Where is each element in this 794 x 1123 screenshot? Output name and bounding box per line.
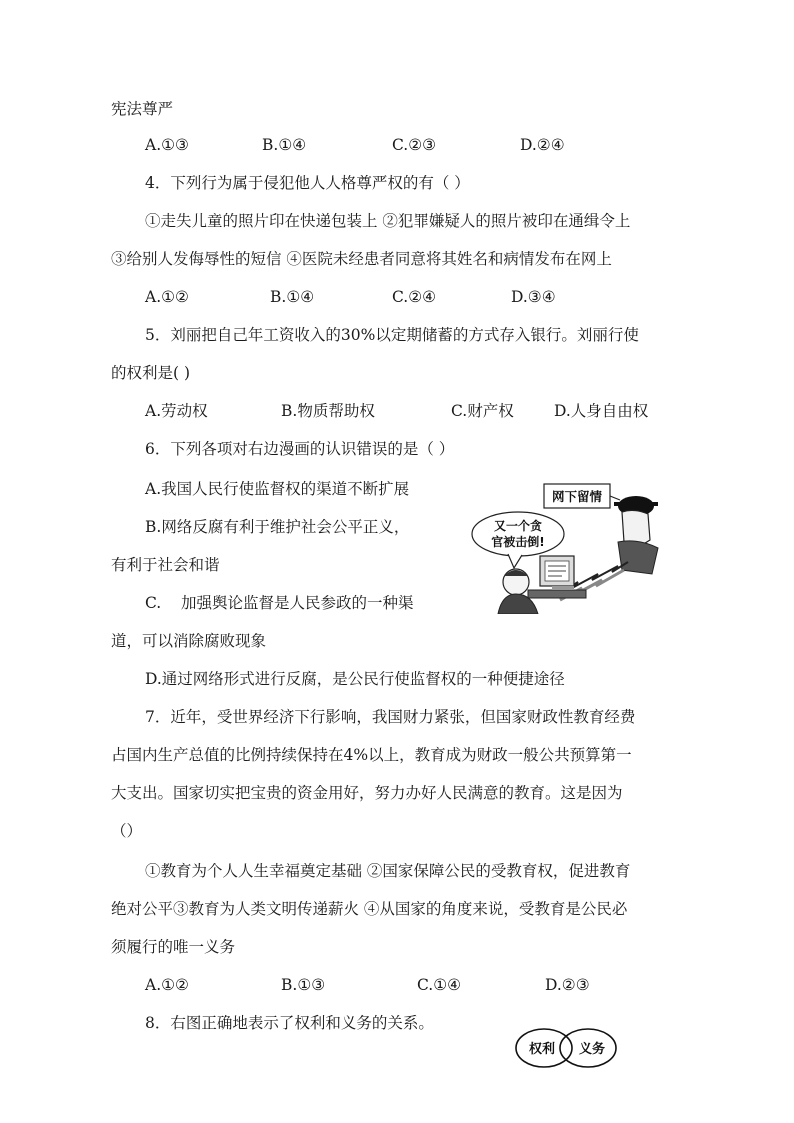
q6-option-a: A.我国人民行使监督权的渠道不断扩展 <box>145 480 410 498</box>
q3-option-a: A.①③ <box>145 136 189 154</box>
q7-stem-line4: （） <box>111 822 143 840</box>
q7-stem-line1: 7．近年，受世界经济下行影响，我国财力紧张，但国家财政性教育经费 <box>145 708 636 726</box>
cartoon-official-face <box>622 510 650 545</box>
q4-stem: 4．下列行为属于侵犯他人人格尊严权的有（ ） <box>145 174 470 192</box>
q6-stem: 6．下列各项对右边漫画的认识错误的是（ ） <box>145 440 455 458</box>
venn-right-label: 义务 <box>578 1042 606 1057</box>
q5-stem-line2: 的权利是( ) <box>111 364 191 382</box>
cartoon-sign-pointer <box>610 496 620 500</box>
q4-items-line2: ③给别人发侮辱性的短信 ④医院未经患者同意将其姓名和病情发布在网上 <box>111 250 612 268</box>
q8-stem: 8．右图正确地表示了权利和义务的关系。 <box>145 1014 434 1032</box>
cartoon-desk <box>528 590 586 598</box>
q6-option-b-line1: B.网络反腐有利于维护社会公平正义， <box>145 518 410 536</box>
q3-option-c: C.②③ <box>392 136 437 154</box>
q6-option-c-line2: 道，可以消除腐败现象 <box>111 632 267 650</box>
q5-option-c: C.财产权 <box>451 402 514 420</box>
q4-items-line1: ①走失儿童的照片印在快递包装上 ②犯罪嫌疑人的照片被印在通缉令上 <box>145 212 631 230</box>
q4-option-a: A.①② <box>145 288 189 306</box>
q5-option-a: A.劳动权 <box>145 402 208 420</box>
q5-stem-line1: 5．刘丽把自己年工资收入的30%以定期储蓄的方式存入银行。刘丽行使 <box>145 326 639 344</box>
q7-stem-line2: 占国内生产总值的比例持续保持在4%以上，教育成为财政一般公共预算第一 <box>111 746 632 764</box>
q4-option-c: C.②④ <box>392 288 437 306</box>
q7-option-b: B.①③ <box>281 976 326 994</box>
cartoon-drawing <box>468 478 680 614</box>
q4-option-d: D.③④ <box>511 288 556 306</box>
q5-option-d: D.人身自由权 <box>554 402 649 420</box>
q6-option-c-line1: C. 加强舆论监督是人民参政的一种渠 <box>145 594 414 612</box>
q5-option-b: B.物质帮助权 <box>281 402 375 420</box>
intro-tail: 宪法尊严 <box>111 100 174 118</box>
venn-drawing <box>512 1026 620 1070</box>
q7-option-a: A.①② <box>145 976 189 994</box>
q3-option-b: B.①④ <box>262 136 307 154</box>
q7-items-line2: 绝对公平③教育为人类文明传递薪火 ④从国家的角度来说，受教育是公民必 <box>111 900 628 918</box>
q7-stem-line3: 大支出。国家切实把宝贵的资金用好，努力办好人民满意的教育。这是因为 <box>111 784 623 802</box>
q4-option-b: B.①④ <box>270 288 315 306</box>
q7-option-c: C.①④ <box>417 976 462 994</box>
venn-left-label: 权利 <box>528 1042 556 1057</box>
cartoon-bubble-line1: 又一个贪 <box>493 519 543 533</box>
cartoon-sign-text: 网下留情 <box>551 489 603 504</box>
q7-items-line1: ①教育为个人人生幸福奠定基础 ②国家保障公民的受教育权，促进教育 <box>145 862 631 880</box>
cartoon-official-robe <box>618 541 658 574</box>
rights-duties-venn <box>512 1026 620 1070</box>
q7-option-d: D.②③ <box>545 976 590 994</box>
anti-corruption-cartoon <box>468 478 680 614</box>
cartoon-bubble-line2: 官被击倒! <box>491 535 545 549</box>
q6-option-b-line2: 有利于社会和谐 <box>111 556 220 574</box>
q6-option-d: D.通过网络形式进行反腐，是公民行使监督权的一种便捷途径 <box>145 670 565 688</box>
q3-option-d: D.②④ <box>520 136 565 154</box>
q7-items-line3: 须履行的唯一义务 <box>111 938 236 956</box>
